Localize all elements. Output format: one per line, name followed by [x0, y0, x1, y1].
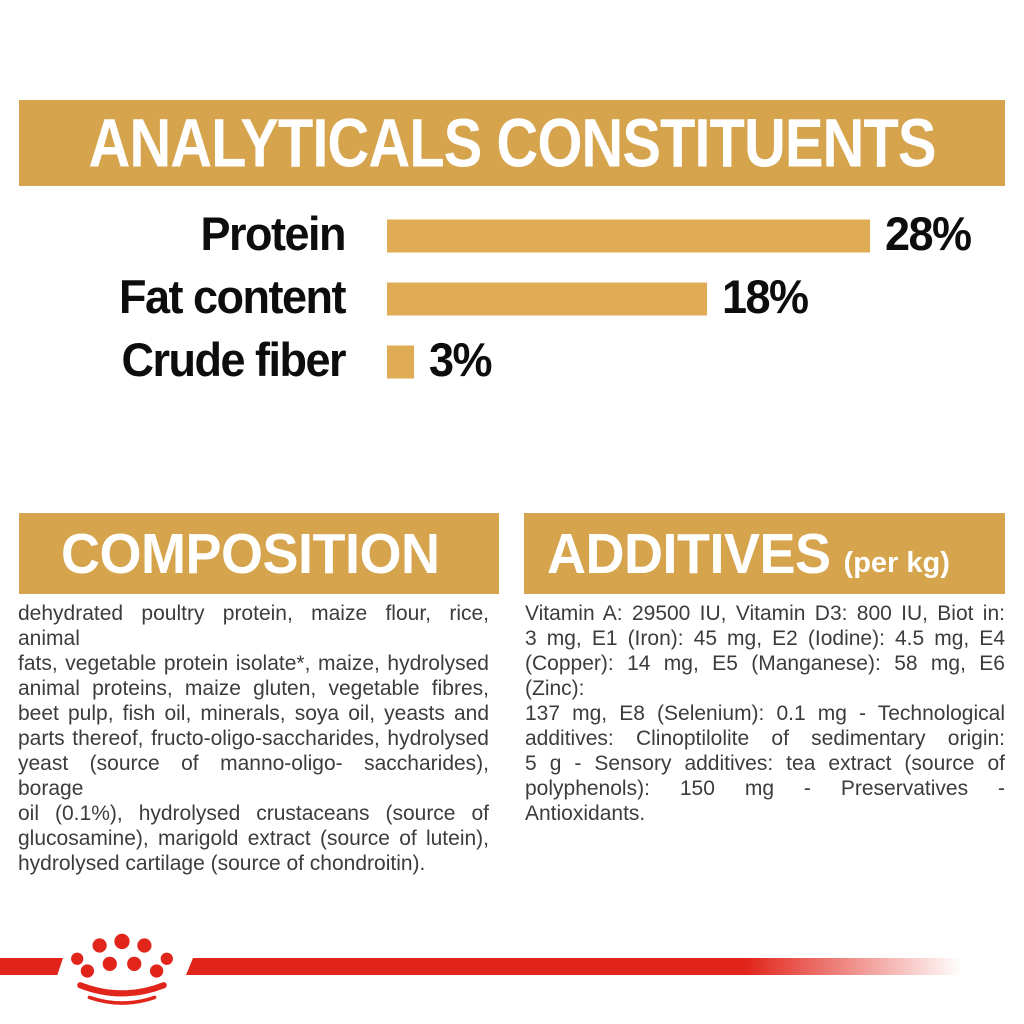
chart-category-label: Crude fiber	[121, 331, 345, 386]
chart-bar	[387, 282, 707, 315]
additives-title-suffix: (per kg)	[843, 546, 950, 579]
composition-text-line: fats, vegetable protein isolate*, maize, hydrolysed	[18, 652, 489, 675]
chart-bar	[387, 345, 414, 378]
composition-text-line: beet pulp, fish oil, minerals, soya oil, yeasts and	[18, 702, 489, 725]
additives-banner	[524, 513, 1005, 594]
composition-text-line: hydrolysed cartilage (source of chondroitin).	[18, 852, 426, 875]
analyticals-constituents-title: ANALYTICALS CONSTITUENTS	[88, 104, 936, 182]
chart-value-label: 28%	[885, 205, 971, 260]
additives-text-line: polyphenols): 150 mg - Preservatives - Antioxidants.	[525, 777, 1005, 825]
additives-text-line: additives: Clinoptilolite of sedimentary origin:	[525, 727, 1005, 750]
composition-text	[18, 601, 489, 876]
chart-row-protein	[0, 204, 1024, 267]
composition-text-line: dehydrated poultry protein, maize flour, rice, animal	[18, 602, 489, 650]
brand-ribbon-right	[186, 958, 986, 975]
chart-category-label: Protein	[200, 205, 345, 260]
additives-title-wrap	[547, 523, 950, 585]
chart-value-label: 18%	[722, 268, 808, 323]
brand-ribbon-left	[0, 958, 63, 975]
chart-row-crude-fiber	[0, 330, 1024, 393]
analytical-constituents-chart	[0, 204, 1024, 394]
analyticals-constituents-banner	[19, 100, 1005, 186]
additives-text-line: 5 g - Sensory additives: tea extract (source of	[525, 752, 1005, 775]
composition-text-line: yeast (source of manno-oligo- saccharides), borage	[18, 752, 489, 800]
composition-text-line: animal proteins, maize gluten, vegetable fibres,	[18, 677, 489, 700]
additives-text	[525, 601, 1005, 826]
chart-category-label: Fat content	[119, 268, 345, 323]
composition-title: COMPOSITION	[61, 522, 440, 585]
chart-row-fat-content	[0, 267, 1024, 330]
additives-title: ADDITIVES	[547, 522, 831, 585]
composition-text-line: parts thereof, fructo-oligo-saccharides, hydrolysed	[18, 727, 489, 750]
additives-text-line: Vitamin A: 29500 IU, Vitamin D3: 800 IU, Biot in:	[525, 602, 1005, 625]
chart-bar	[387, 219, 870, 252]
composition-banner	[19, 513, 499, 594]
additives-text-line: 3 mg, E1 (Iron): 45 mg, E2 (Iodine): 4.5 mg, E4	[525, 627, 1005, 650]
royal-canin-crown-icon	[66, 932, 178, 1014]
composition-text-line: glucosamine), marigold extract (source of lutein),	[18, 827, 489, 850]
chart-value-label: 3%	[429, 331, 492, 386]
composition-text-line: oil (0.1%), hydrolysed crustaceans (source of	[18, 802, 489, 825]
additives-text-line: 137 mg, E8 (Selenium): 0.1 mg - Technological	[525, 702, 1005, 725]
additives-text-line: (Copper): 14 mg, E5 (Manganese): 58 mg, E6 (Zinc):	[525, 652, 1005, 700]
